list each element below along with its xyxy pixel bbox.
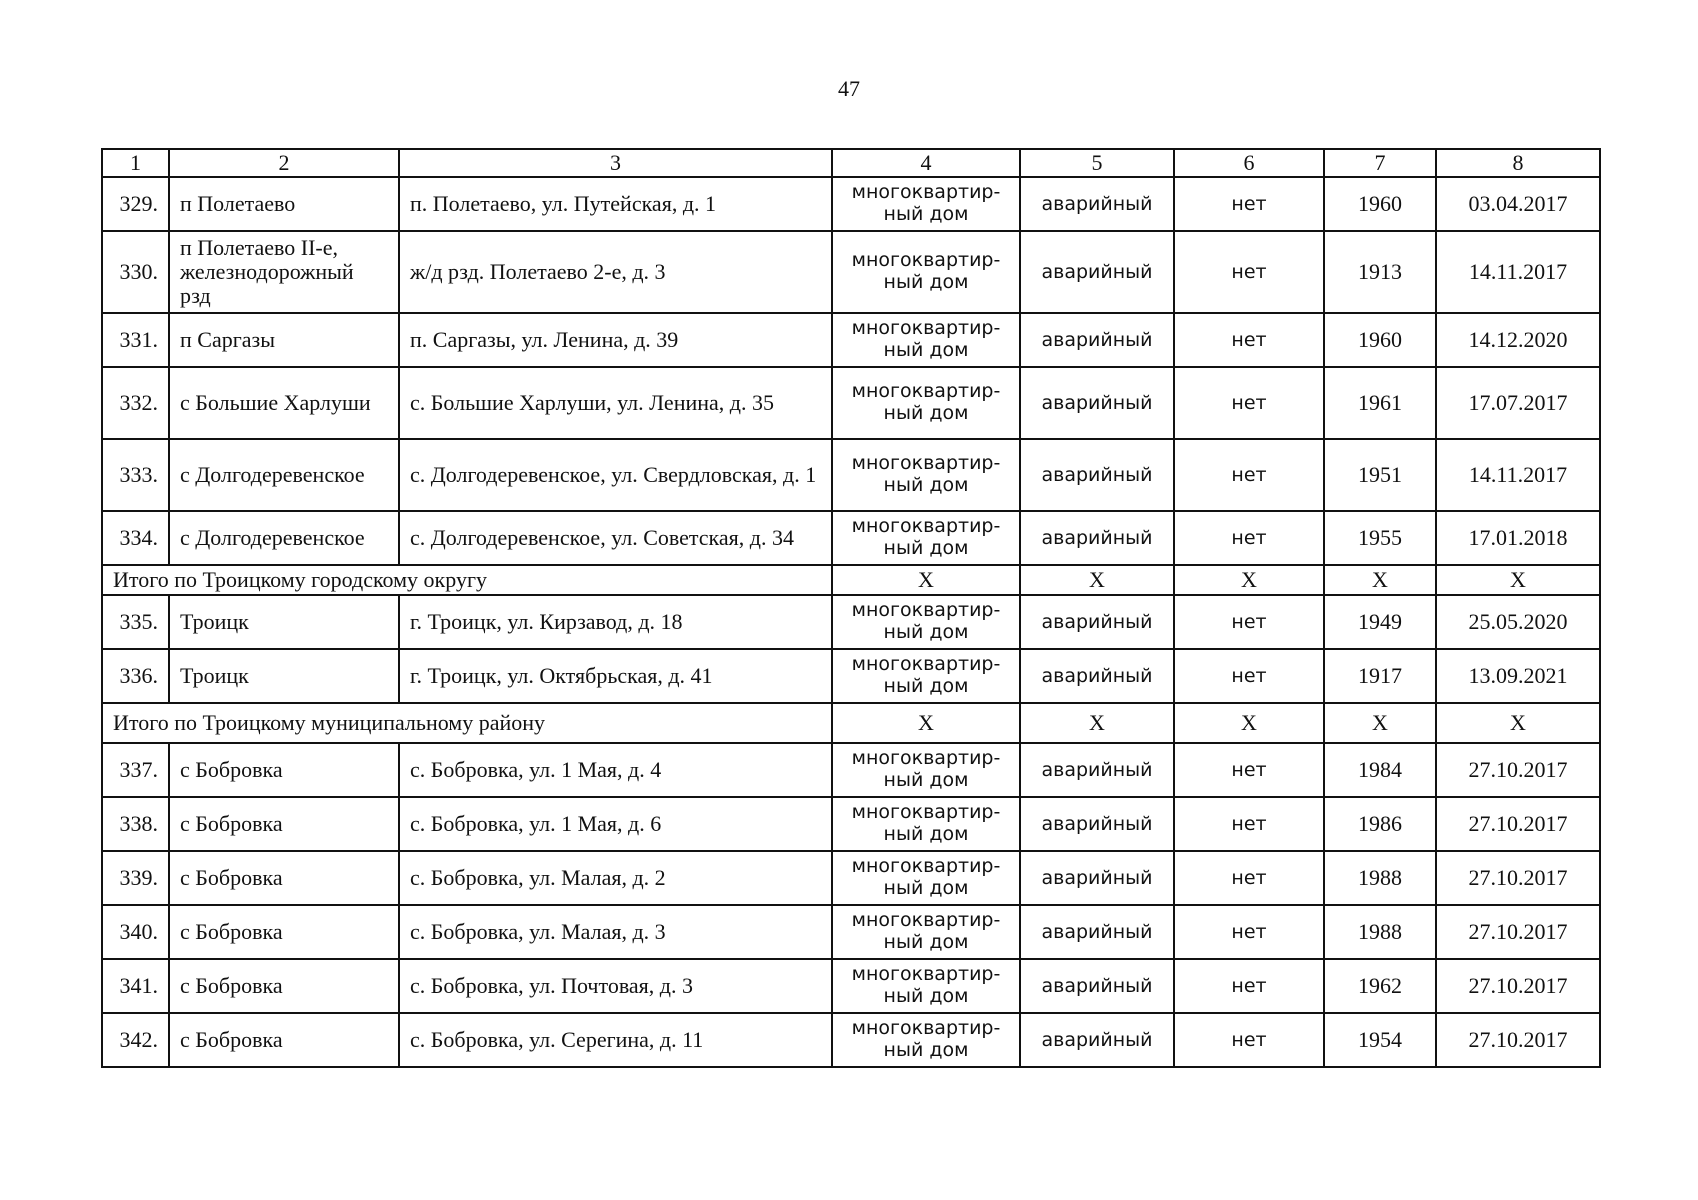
address-cell: ж/д рзд. Полетаево 2-е, д. 3 [399, 231, 832, 313]
address-cell: с. Бобровка, ул. Малая, д. 3 [399, 905, 832, 959]
year-cell: 1954 [1324, 1013, 1436, 1067]
date-cell: 14.11.2017 [1436, 231, 1600, 313]
building-type-cell: многоквартир-ный дом [832, 797, 1020, 851]
housing-registry-table [101, 148, 1601, 1068]
settlement-cell: с Бобровка [169, 797, 399, 851]
table-row [102, 367, 1600, 439]
subtotal-label: Итого по Троицкому городскому округу [102, 565, 832, 595]
condition-cell: аварийный [1020, 313, 1174, 367]
year-cell: 1955 [1324, 511, 1436, 565]
subtotal-mark: Х [1324, 565, 1436, 595]
column-header: 5 [1020, 149, 1174, 177]
address-cell: г. Троицк, ул. Кирзавод, д. 18 [399, 595, 832, 649]
column-header: 3 [399, 149, 832, 177]
row-number: 341. [102, 959, 169, 1013]
row-number: 336. [102, 649, 169, 703]
subtotal-row [102, 703, 1600, 743]
condition-cell: аварийный [1020, 959, 1174, 1013]
table-body [102, 149, 1600, 1067]
table-row [102, 313, 1600, 367]
row-number: 330. [102, 231, 169, 313]
condition-cell: аварийный [1020, 595, 1174, 649]
settlement-cell: с Бобровка [169, 905, 399, 959]
flag-cell: нет [1174, 905, 1324, 959]
subtotal-mark: Х [1020, 703, 1174, 743]
flag-cell: нет [1174, 649, 1324, 703]
row-number: 342. [102, 1013, 169, 1067]
date-cell: 14.12.2020 [1436, 313, 1600, 367]
table-row [102, 797, 1600, 851]
table-row [102, 595, 1600, 649]
table-row [102, 905, 1600, 959]
row-number: 338. [102, 797, 169, 851]
subtotal-mark: Х [832, 565, 1020, 595]
settlement-cell: с Большие Харлуши [169, 367, 399, 439]
flag-cell: нет [1174, 511, 1324, 565]
date-cell: 14.11.2017 [1436, 439, 1600, 511]
year-cell: 1960 [1324, 313, 1436, 367]
flag-cell: нет [1174, 1013, 1324, 1067]
flag-cell: нет [1174, 743, 1324, 797]
subtotal-mark: Х [1174, 565, 1324, 595]
condition-cell: аварийный [1020, 177, 1174, 231]
building-type-cell: многоквартир-ный дом [832, 959, 1020, 1013]
flag-cell: нет [1174, 439, 1324, 511]
year-cell: 1988 [1324, 905, 1436, 959]
date-cell: 13.09.2021 [1436, 649, 1600, 703]
column-header: 8 [1436, 149, 1600, 177]
row-number: 340. [102, 905, 169, 959]
year-cell: 1960 [1324, 177, 1436, 231]
year-cell: 1951 [1324, 439, 1436, 511]
address-cell: с. Бобровка, ул. Малая, д. 2 [399, 851, 832, 905]
building-type-cell: многоквартир-ный дом [832, 439, 1020, 511]
table-row [102, 511, 1600, 565]
date-cell: 27.10.2017 [1436, 1013, 1600, 1067]
building-type-cell: многоквартир-ный дом [832, 595, 1020, 649]
settlement-cell: с Долгодеревенское [169, 439, 399, 511]
settlement-cell: Троицк [169, 649, 399, 703]
flag-cell: нет [1174, 177, 1324, 231]
address-cell: с. Долгодеревенское, ул. Свердловская, д. 1 [399, 439, 832, 511]
row-number: 329. [102, 177, 169, 231]
date-cell: 27.10.2017 [1436, 743, 1600, 797]
settlement-cell: с Бобровка [169, 743, 399, 797]
condition-cell: аварийный [1020, 797, 1174, 851]
settlement-cell: с Бобровка [169, 1013, 399, 1067]
table-row [102, 231, 1600, 313]
year-cell: 1961 [1324, 367, 1436, 439]
settlement-cell: с Бобровка [169, 959, 399, 1013]
settlement-cell: п Полетаево [169, 177, 399, 231]
year-cell: 1986 [1324, 797, 1436, 851]
address-cell: п. Полетаево, ул. Путейская, д. 1 [399, 177, 832, 231]
row-number: 337. [102, 743, 169, 797]
building-type-cell: многоквартир-ный дом [832, 851, 1020, 905]
table-row [102, 851, 1600, 905]
settlement-cell: п Саргазы [169, 313, 399, 367]
flag-cell: нет [1174, 367, 1324, 439]
table-row [102, 439, 1600, 511]
row-number: 332. [102, 367, 169, 439]
row-number: 335. [102, 595, 169, 649]
condition-cell: аварийный [1020, 1013, 1174, 1067]
address-cell: с. Бобровка, ул. Почтовая, д. 3 [399, 959, 832, 1013]
building-type-cell: многоквартир-ный дом [832, 905, 1020, 959]
subtotal-mark: Х [1436, 703, 1600, 743]
subtotal-mark: Х [1324, 703, 1436, 743]
flag-cell: нет [1174, 797, 1324, 851]
flag-cell: нет [1174, 959, 1324, 1013]
row-number: 333. [102, 439, 169, 511]
flag-cell: нет [1174, 231, 1324, 313]
date-cell: 27.10.2017 [1436, 797, 1600, 851]
address-cell: с. Бобровка, ул. 1 Мая, д. 4 [399, 743, 832, 797]
date-cell: 17.07.2017 [1436, 367, 1600, 439]
table-row [102, 177, 1600, 231]
settlement-cell: п Полетаево II-е, железнодорожный рзд [169, 231, 399, 313]
flag-cell: нет [1174, 595, 1324, 649]
condition-cell: аварийный [1020, 649, 1174, 703]
flag-cell: нет [1174, 313, 1324, 367]
year-cell: 1984 [1324, 743, 1436, 797]
date-cell: 03.04.2017 [1436, 177, 1600, 231]
date-cell: 27.10.2017 [1436, 851, 1600, 905]
building-type-cell: многоквартир-ный дом [832, 367, 1020, 439]
table-row [102, 743, 1600, 797]
column-header: 4 [832, 149, 1020, 177]
year-cell: 1962 [1324, 959, 1436, 1013]
condition-cell: аварийный [1020, 231, 1174, 313]
date-cell: 27.10.2017 [1436, 905, 1600, 959]
subtotal-mark: Х [1174, 703, 1324, 743]
subtotal-mark: Х [832, 703, 1020, 743]
table-row [102, 649, 1600, 703]
settlement-cell: Троицк [169, 595, 399, 649]
year-cell: 1913 [1324, 231, 1436, 313]
address-cell: с. Бобровка, ул. 1 Мая, д. 6 [399, 797, 832, 851]
condition-cell: аварийный [1020, 439, 1174, 511]
address-cell: с. Бобровка, ул. Серегина, д. 11 [399, 1013, 832, 1067]
flag-cell: нет [1174, 851, 1324, 905]
column-header: 2 [169, 149, 399, 177]
building-type-cell: многоквартир-ный дом [832, 313, 1020, 367]
settlement-cell: с Бобровка [169, 851, 399, 905]
page-number: 47 [838, 76, 860, 101]
building-type-cell: многоквартир-ный дом [832, 649, 1020, 703]
subtotal-row [102, 565, 1600, 595]
address-cell: г. Троицк, ул. Октябрьская, д. 41 [399, 649, 832, 703]
settlement-cell: с Долгодеревенское [169, 511, 399, 565]
condition-cell: аварийный [1020, 905, 1174, 959]
year-cell: 1917 [1324, 649, 1436, 703]
building-type-cell: многоквартир-ный дом [832, 231, 1020, 313]
subtotal-mark: Х [1020, 565, 1174, 595]
column-header: 1 [102, 149, 169, 177]
condition-cell: аварийный [1020, 743, 1174, 797]
row-number: 331. [102, 313, 169, 367]
row-number: 334. [102, 511, 169, 565]
address-cell: п. Саргазы, ул. Ленина, д. 39 [399, 313, 832, 367]
building-type-cell: многоквартир-ный дом [832, 743, 1020, 797]
condition-cell: аварийный [1020, 367, 1174, 439]
date-cell: 17.01.2018 [1436, 511, 1600, 565]
subtotal-mark: Х [1436, 565, 1600, 595]
address-cell: с. Большие Харлуши, ул. Ленина, д. 35 [399, 367, 832, 439]
column-number-header-row [102, 149, 1600, 177]
building-type-cell: многоквартир-ный дом [832, 511, 1020, 565]
subtotal-label: Итого по Троицкому муниципальному району [102, 703, 832, 743]
year-cell: 1949 [1324, 595, 1436, 649]
year-cell: 1988 [1324, 851, 1436, 905]
column-header: 6 [1174, 149, 1324, 177]
condition-cell: аварийный [1020, 851, 1174, 905]
condition-cell: аварийный [1020, 511, 1174, 565]
date-cell: 25.05.2020 [1436, 595, 1600, 649]
building-type-cell: многоквартир-ный дом [832, 1013, 1020, 1067]
row-number: 339. [102, 851, 169, 905]
address-cell: с. Долгодеревенское, ул. Советская, д. 34 [399, 511, 832, 565]
column-header: 7 [1324, 149, 1436, 177]
table-row [102, 1013, 1600, 1067]
date-cell: 27.10.2017 [1436, 959, 1600, 1013]
table-row [102, 959, 1600, 1013]
building-type-cell: многоквартир-ный дом [832, 177, 1020, 231]
